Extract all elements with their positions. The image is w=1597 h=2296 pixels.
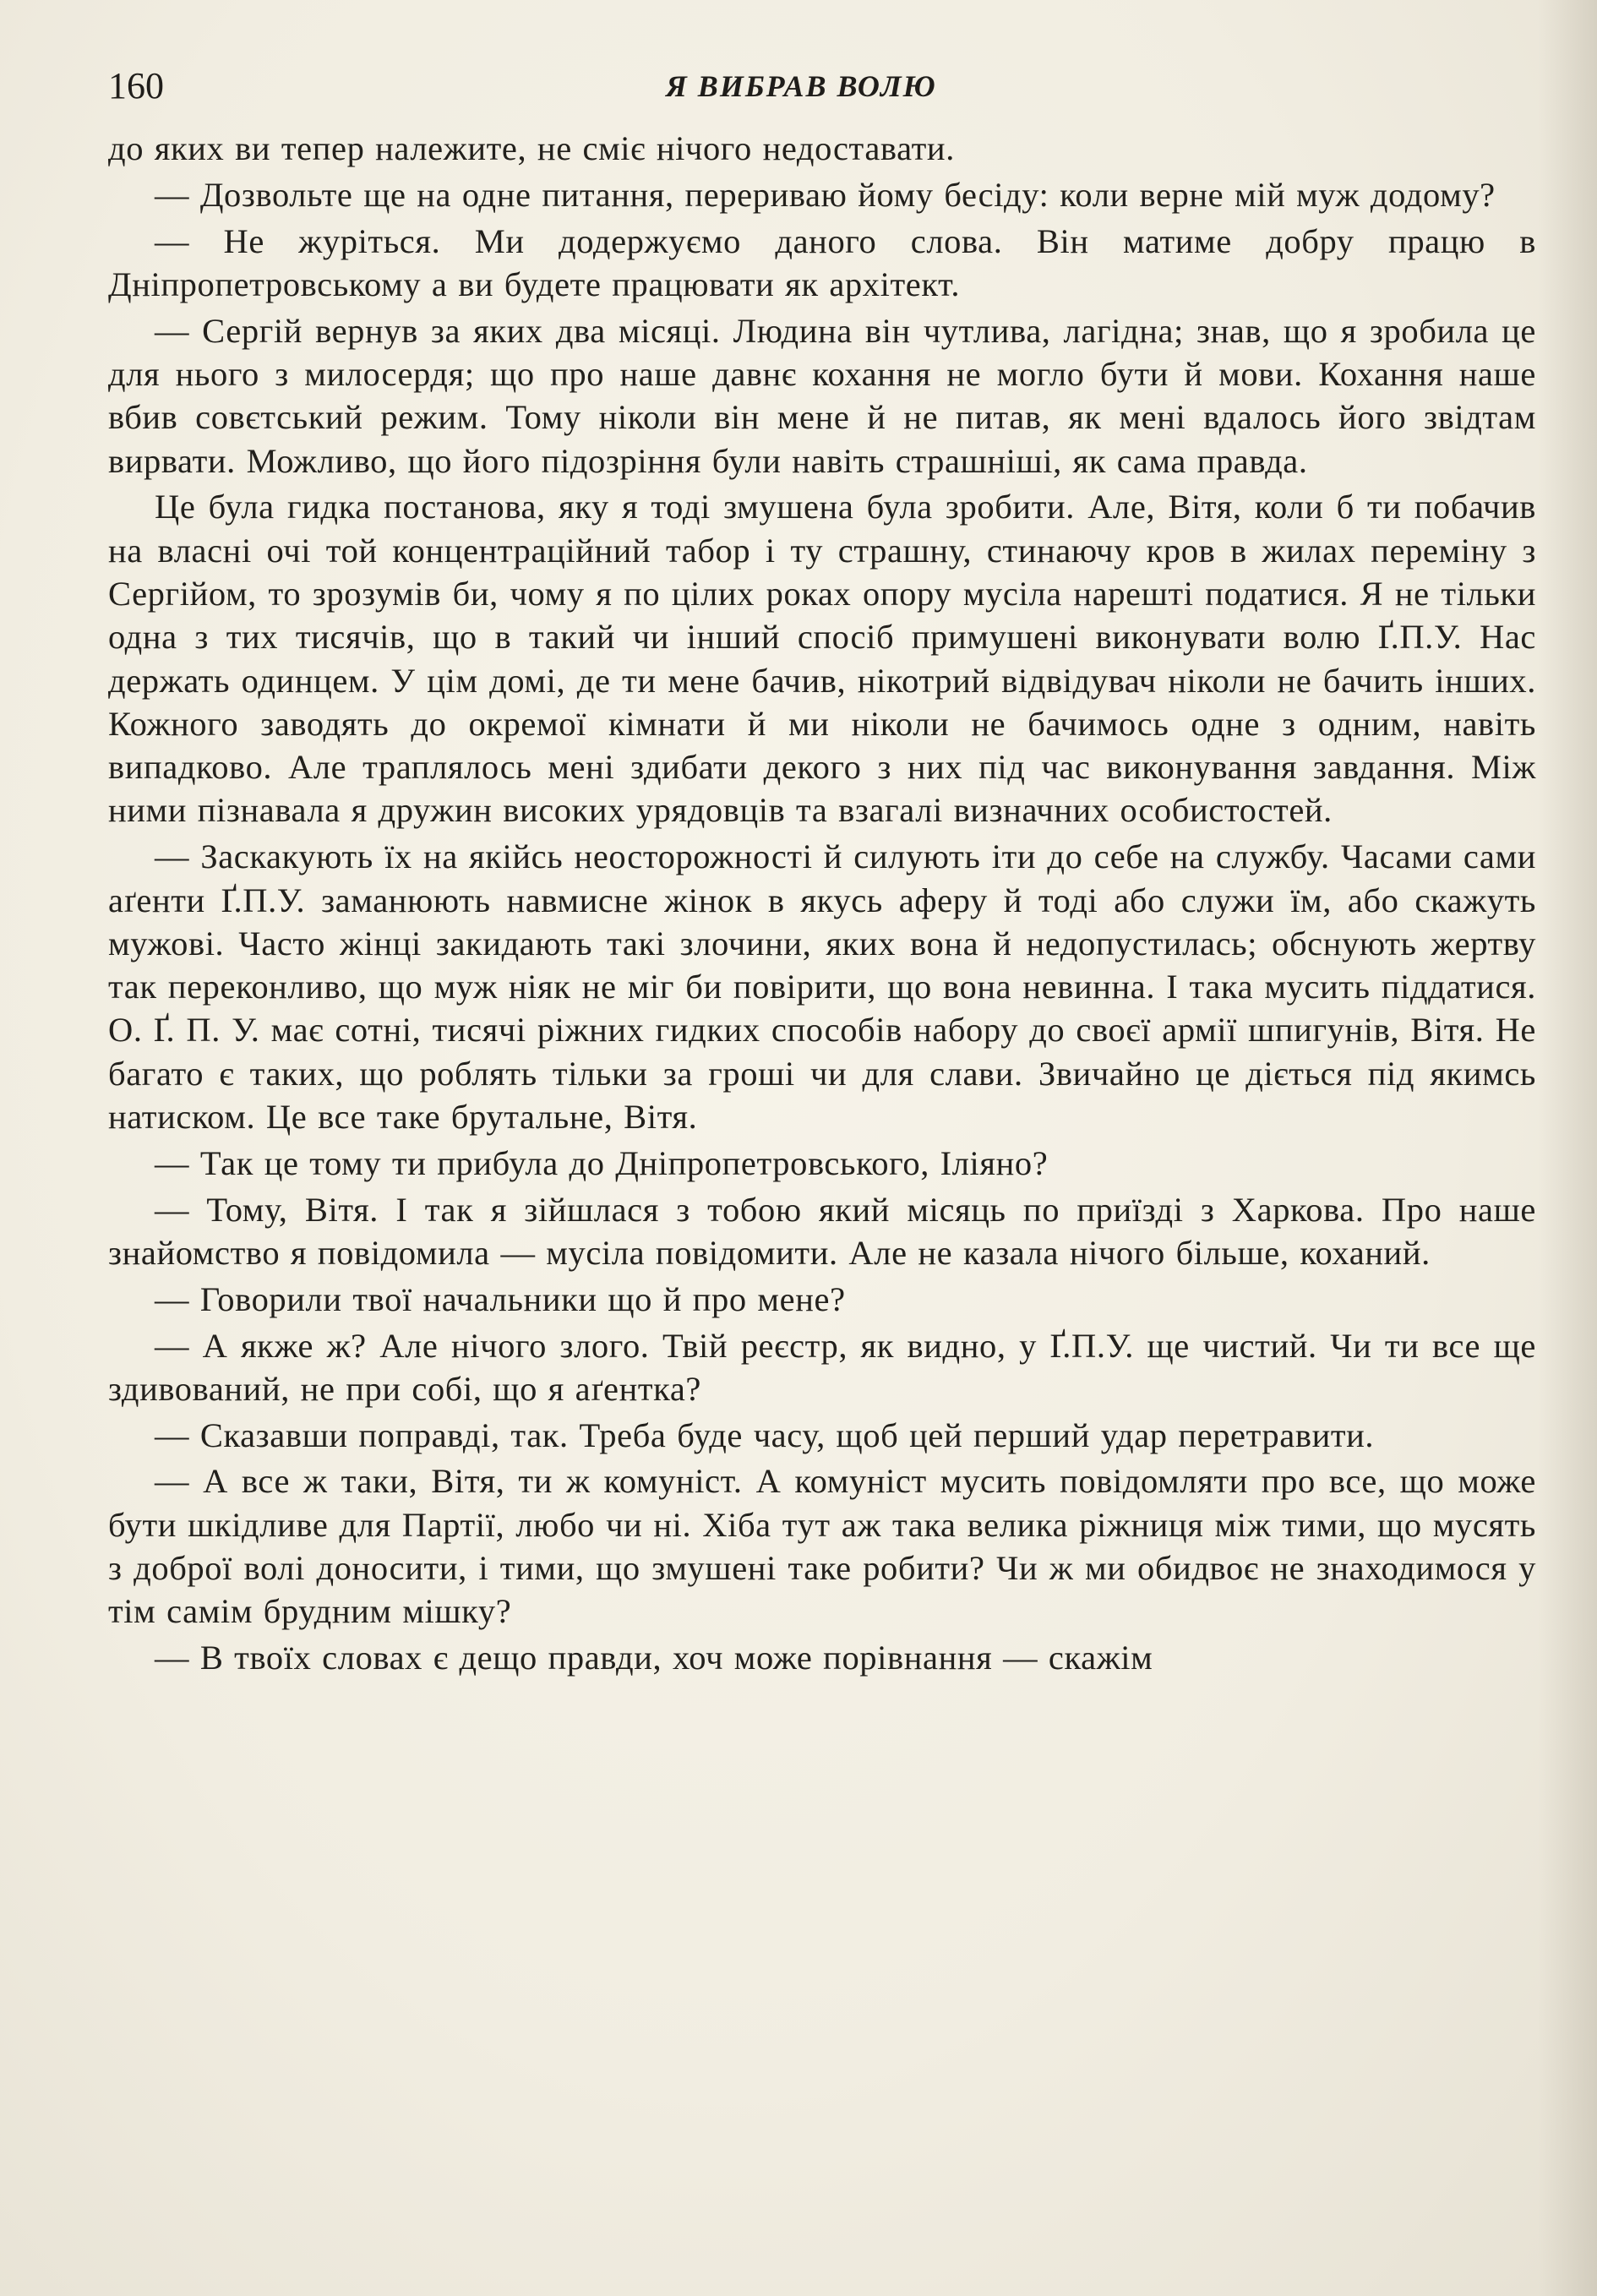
paragraph: — Не журіться. Ми додержуємо даного слова. Він матиме добру працю в Дніпропетровському а ви будете працювати як архітект. <box>108 221 1536 303</box>
paragraph: — Сергій вернув за яких два місяці. Людина він чутлива, лагідна; знав, що я зробила це для нього з милосердя; що про наше давнє кохання не могло бути й мови. Кохання наше вбив совєтський режим. Тому ніколи він мене й не питав, як мені вдалось його звідтам вирвати. Можливо, що його підозріння були навіть страшніші, як сама правда. <box>108 311 1536 480</box>
paragraph: — Говорили твої начальники що й про мене? <box>155 1279 846 1318</box>
page-edge-shadow <box>1538 0 1597 2296</box>
paragraph: Це була гидка постанова, яку я тоді змушена була зробити. Але, Вітя, коли б ти побачив на власні очі той концентраційний табор і ту страшну, стинаючу кров в жилах переміну з Сергійом, то зрозумів би, чому я по цілих роках опору мусіла нарешті податися. Я не тільки одна з тих тисячів, що в такий чи інший спосіб примушені виконувати волю Ґ.П.У. Нас держать одинцем. У цім домі, де ти мене бачив, нікотрий відвідувач ніколи не бачить інших. Кожного заводять до окремої кімнати й ми ніколи не бачимось одне з одним, навіть випадково. Але траплялось мені здибати декого з них під час виконування завдання. Між ними пізнавала я дружин високих урядовців та взагалі визначних особистостей. <box>108 488 1536 830</box>
paragraph: — В твоїх словах є дещо правди, хоч може порівнання — скажім <box>155 1639 1153 1677</box>
paragraph: — Заскакують їх на якійсь неосторожності й силують іти до себе на службу. Часами сами аґенти Ґ.П.У. заманюють навмисне жінок в якусь аферу й тоді або служи їм, або скажуть мужові. Часто жінці закидають такі злочини, яких вона й недопустилась; обснують жертву так переконливо, що муж ніяк не міг би повірити, що вона невинна. І така мусить піддатися. О. Ґ. П. У. має сотні, тисячі ріжних гидких способів набору до своєї армії шпигунів, Вітя. Не багато є таких, що роблять тільки за гроші чи для слави. Звичайно це діється під якимсь натиском. Це все таке брутальне, Вітя. <box>108 837 1536 1137</box>
paragraph: до яких ви тепер належите, не сміє нічого недоставати. <box>108 129 955 167</box>
paragraph: — А все ж таки, Вітя, ти ж комуніст. А комуніст мусить повідомляти про все, що може бути шкідливе для Партії, любо чи ні. Хіба тут аж така велика ріжниця між тими, що мусять з доброї волі доносити, і тими, що змушені таке робити? Чи ж ми обидвоє не знаходимося у тім самім брудним мішку? <box>108 1462 1536 1631</box>
paragraph: — Дозвольте ще на одне питання, перериваю йому бесіду: коли верне мій муж додому? <box>155 175 1496 214</box>
running-title: Я ВИБРАВ ВОЛЮ <box>666 69 937 103</box>
page-header <box>108 61 1536 112</box>
paragraph: — Так це тому ти прибула до Дніпропетровського, Іліяно? <box>155 1143 1049 1182</box>
paragraph: — Сказавши поправді, так. Треба буде часу, щоб цей перший удар перетравити. <box>155 1415 1375 1454</box>
paragraph: — А якже ж? Але нічого злого. Твій реєстр, як видно, у Ґ.П.У. ще чистий. Чи ти все ще здивований, не при собі, що я аґентка? <box>108 1326 1536 1408</box>
page-text <box>108 127 1536 2256</box>
page-number: 160 <box>108 65 164 106</box>
paragraph: — Тому, Вітя. І так я зійшлася з тобою який місяць по приїзді з Харкова. Про наше знайомство я повідомила — мусіла повідомити. Але не казала нічого більше, коханий. <box>108 1190 1536 1272</box>
